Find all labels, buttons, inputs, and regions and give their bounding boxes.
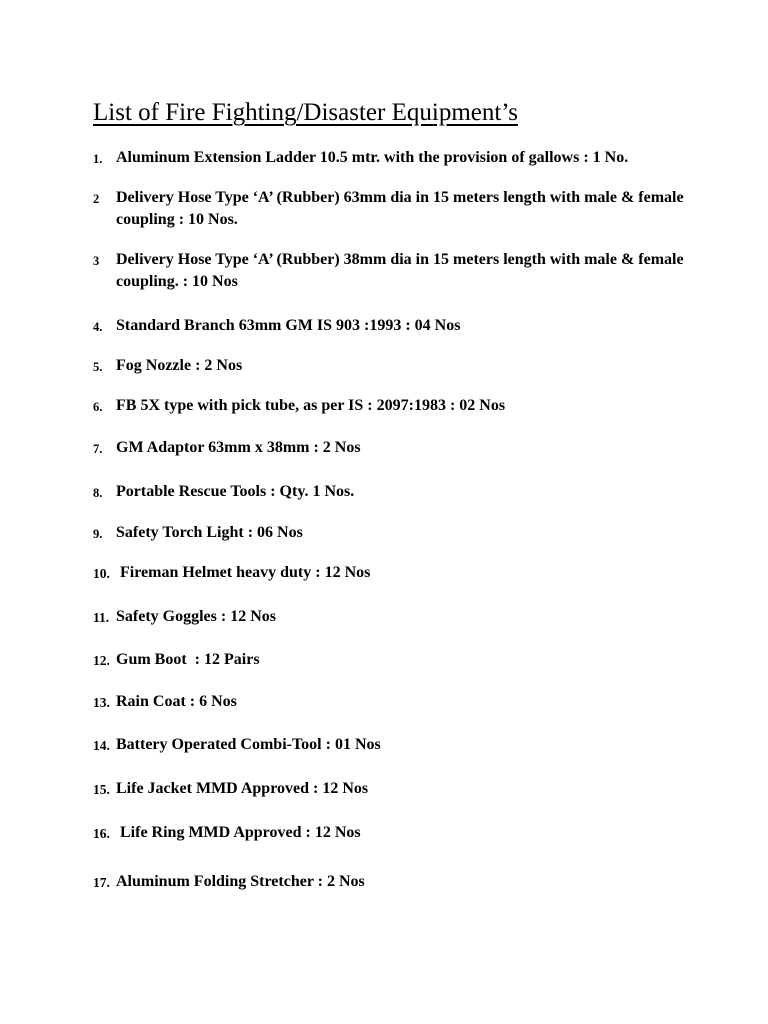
- item-number: 1.: [93, 152, 103, 166]
- list-item: [93, 649, 713, 671]
- item-number: 11.: [93, 610, 110, 625]
- item-text: Standard Branch 63mm GM IS 903 :1993 : 04 Nos: [116, 317, 461, 334]
- item-number: 6.: [93, 400, 103, 414]
- document-title: List of Fire Fighting/Disaster Equipment’s: [93, 99, 518, 126]
- item-number: 9.: [93, 527, 103, 541]
- item-text: Aluminum Folding Stretcher : 2 Nos: [116, 873, 365, 890]
- list-item: [93, 187, 713, 231]
- list-item: [93, 822, 713, 844]
- item-number: 5.: [93, 360, 103, 374]
- item-text: Fog Nozzle : 2 Nos: [116, 357, 243, 374]
- item-text: FB 5X type with pick tube, as per IS : 2097:1983 : 02 Nos: [116, 397, 506, 414]
- item-number: 8.: [93, 486, 103, 500]
- item-text: Life Jacket MMD Approved : 12 Nos: [116, 780, 369, 797]
- list-item: [93, 437, 713, 459]
- list-item: [93, 871, 713, 893]
- item-text: Safety Torch Light : 06 Nos: [116, 524, 303, 541]
- list-item: [93, 249, 713, 293]
- item-text: Battery Operated Combi-Tool : 01 Nos: [116, 736, 381, 753]
- item-text: Aluminum Extension Ladder 10.5 mtr. with the provision of gallows : 1 No.: [116, 149, 629, 166]
- list-item: [93, 481, 713, 503]
- item-text: Delivery Hose Type ‘A’ (Rubber) 38mm dia in 15 meters length with male & female coupling. : 10 Nos: [116, 251, 684, 290]
- item-number: 3: [93, 254, 100, 268]
- item-number: 17.: [93, 875, 110, 890]
- item-number: 13.: [93, 695, 110, 710]
- item-number: 14.: [93, 738, 110, 753]
- item-number: 16.: [93, 826, 110, 841]
- list-item: [93, 355, 713, 377]
- list-item: [93, 562, 713, 584]
- list-item: [93, 778, 713, 800]
- list-item: [93, 606, 713, 628]
- item-number: 10.: [93, 566, 110, 581]
- item-number: 7.: [93, 442, 103, 456]
- item-text: Rain Coat : 6 Nos: [116, 693, 237, 710]
- list-item: [93, 522, 713, 544]
- item-text: Safety Goggles : 12 Nos: [116, 608, 276, 625]
- item-text: Delivery Hose Type ‘A’ (Rubber) 63mm dia in 15 meters length with male & female coupling : 10 Nos.: [116, 189, 684, 228]
- list-item: [93, 315, 713, 337]
- item-text: Gum Boot : 12 Pairs: [116, 651, 260, 668]
- item-number: 12.: [93, 653, 110, 668]
- list-item: [93, 395, 713, 417]
- item-text: Fireman Helmet heavy duty : 12 Nos: [116, 564, 371, 581]
- item-text: Portable Rescue Tools : Qty. 1 Nos.: [116, 483, 355, 500]
- item-number: 15.: [93, 782, 110, 797]
- item-text: Life Ring MMD Approved : 12 Nos: [116, 824, 361, 841]
- list-item: [93, 147, 713, 169]
- item-number: 2: [93, 192, 100, 206]
- list-item: [93, 734, 713, 756]
- list-item: [93, 691, 713, 713]
- item-number: 4.: [93, 320, 103, 334]
- item-text: GM Adaptor 63mm x 38mm : 2 Nos: [116, 439, 361, 456]
